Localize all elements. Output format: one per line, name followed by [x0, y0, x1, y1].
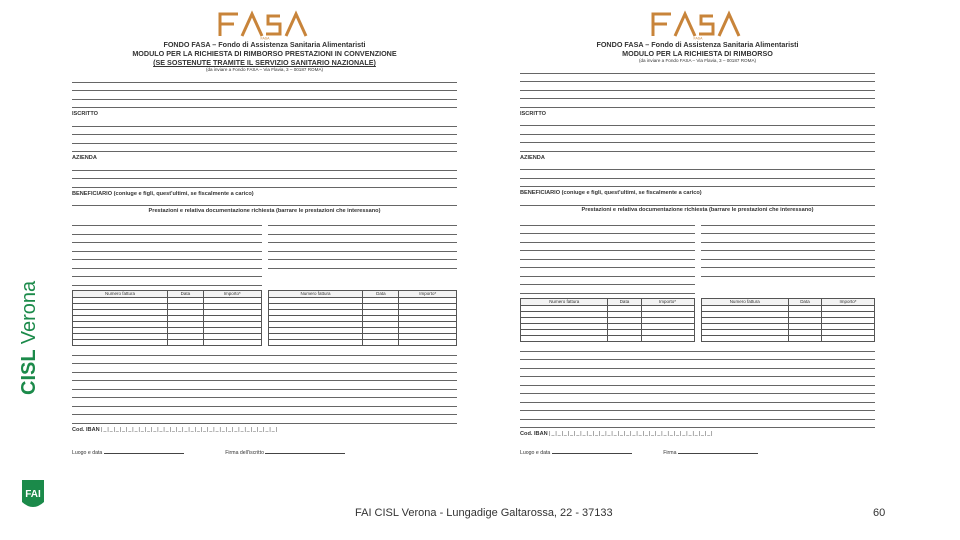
- right-prestazioni-columns: [520, 217, 875, 295]
- right-signature-label: Luogo e data: [520, 450, 551, 457]
- brand-primary: CISL: [18, 349, 40, 395]
- left-intro: [72, 76, 457, 109]
- fasa-logo-icon: [210, 10, 320, 40]
- left-iban-label: Cod. IBAN: [72, 426, 100, 433]
- brand-vertical-text: [18, 281, 41, 395]
- left-invoice-table-a: Numero fattura Data Importo*: [72, 290, 262, 346]
- page-number: 60: [873, 507, 886, 519]
- fai-logo-icon: [18, 478, 48, 514]
- fasa-logo-text: FASA: [260, 36, 269, 40]
- right-beneficiario-header: BENEFICIARIO (coniuge e figli, quest'ultimi, se fiscalmente a carico): [520, 190, 702, 197]
- right-invoice-table-a: Numero fattura Data Importo*: [520, 298, 695, 342]
- right-signature-label2: Firma: [663, 450, 677, 457]
- right-title-line3: (da inviare a Fondo FASA – Via Flavia, 3 – 00187 ROMA): [638, 58, 757, 63]
- right-prestazioni-header: Prestazioni e relativa documentazione richiesta (barrare le prestazioni che interessano): [581, 207, 814, 214]
- left-title-line1: FONDO FASA – Fondo di Assistenza Sanitaria Alimentaristi: [163, 40, 366, 49]
- right-intro: [520, 67, 875, 108]
- left-signature: [72, 448, 457, 457]
- left-azienda-section: [72, 155, 457, 187]
- right-iscritto-header: ISCRITTO: [520, 110, 547, 117]
- left-iscritto-section: [72, 111, 457, 152]
- left-beneficiario-section: [72, 191, 457, 215]
- right-title-line1: FONDO FASA – Fondo di Assistenza Sanitaria Alimentaristi: [596, 40, 799, 49]
- right-azienda-header: AZIENDA: [520, 154, 545, 161]
- right-title-line2: MODULO PER LA RICHIESTA DI RIMBORSO: [622, 49, 773, 58]
- fasa-logo-icon: [643, 10, 753, 40]
- left-prestazioni-header: Prestazioni e relativa documentazione richiesta (barrare le prestazioni che interessano): [148, 207, 381, 214]
- left-title-line2: MODULO PER LA RICHIESTA DI RIMBORSO PRESTAZIONI IN CONVENZIONE: [132, 49, 397, 58]
- right-iscritto-section: [520, 111, 875, 152]
- right-declaration: [520, 345, 875, 429]
- right-iban: Cod. IBAN |_|_|_|_|_|_|_|_|_|_|_|_|_|_|_|_|_|_|_|_|_|_|_|_|_|_|: [520, 431, 714, 438]
- left-iscritto-header: ISCRITTO: [72, 111, 99, 118]
- left-invoice-table-b: Numero fattura Data Importo*: [268, 290, 458, 346]
- left-form-document: [72, 10, 457, 520]
- right-beneficiario-section: [520, 190, 875, 214]
- left-title-line3: (SE SOSTENUTE TRAMITE IL SERVIZIO SANITARIO NAZIONALE): [153, 58, 376, 67]
- left-invoice-tables: [72, 290, 457, 346]
- right-azienda-section: [520, 155, 875, 187]
- right-invoice-tables: [520, 298, 875, 342]
- left-signature-label2: Firma dell'iscritto: [225, 449, 264, 456]
- left-iban: Cod. IBAN |_|_|_|_|_|_|_|_|_|_|_|_|_|_|_|_|_|_|_|_|_|_|_|_|_|_|_|_|: [72, 426, 278, 433]
- logo-label: FAI: [25, 489, 41, 500]
- footer-address: FAI CISL Verona - Lungadige Galtarossa, 22 - 37133: [355, 507, 613, 519]
- right-form-document: [520, 10, 875, 520]
- left-declaration: [72, 349, 457, 424]
- right-signature: [520, 448, 875, 457]
- left-prestazioni-columns: [72, 218, 457, 288]
- fasa-logo-text: FASA: [693, 36, 702, 40]
- right-iban-label: Cod. IBAN: [520, 431, 548, 438]
- left-title-line4: (da inviare a Fondo FASA – Via Flavia, 3 – 00187 ROMA): [205, 67, 324, 72]
- right-invoice-table-b: Numero fattura Data Importo*: [701, 298, 876, 342]
- left-title-block: [72, 40, 457, 73]
- left-signature-label: Luogo e data: [72, 449, 103, 456]
- left-azienda-header: AZIENDA: [72, 155, 97, 162]
- sidebar: [0, 0, 55, 540]
- right-title-block: [520, 40, 875, 64]
- brand-secondary: Verona: [18, 280, 40, 345]
- left-beneficiario-header: BENEFICIARIO (coniuge e figli, quest'ultimi, se fiscalmente a carico): [72, 190, 254, 197]
